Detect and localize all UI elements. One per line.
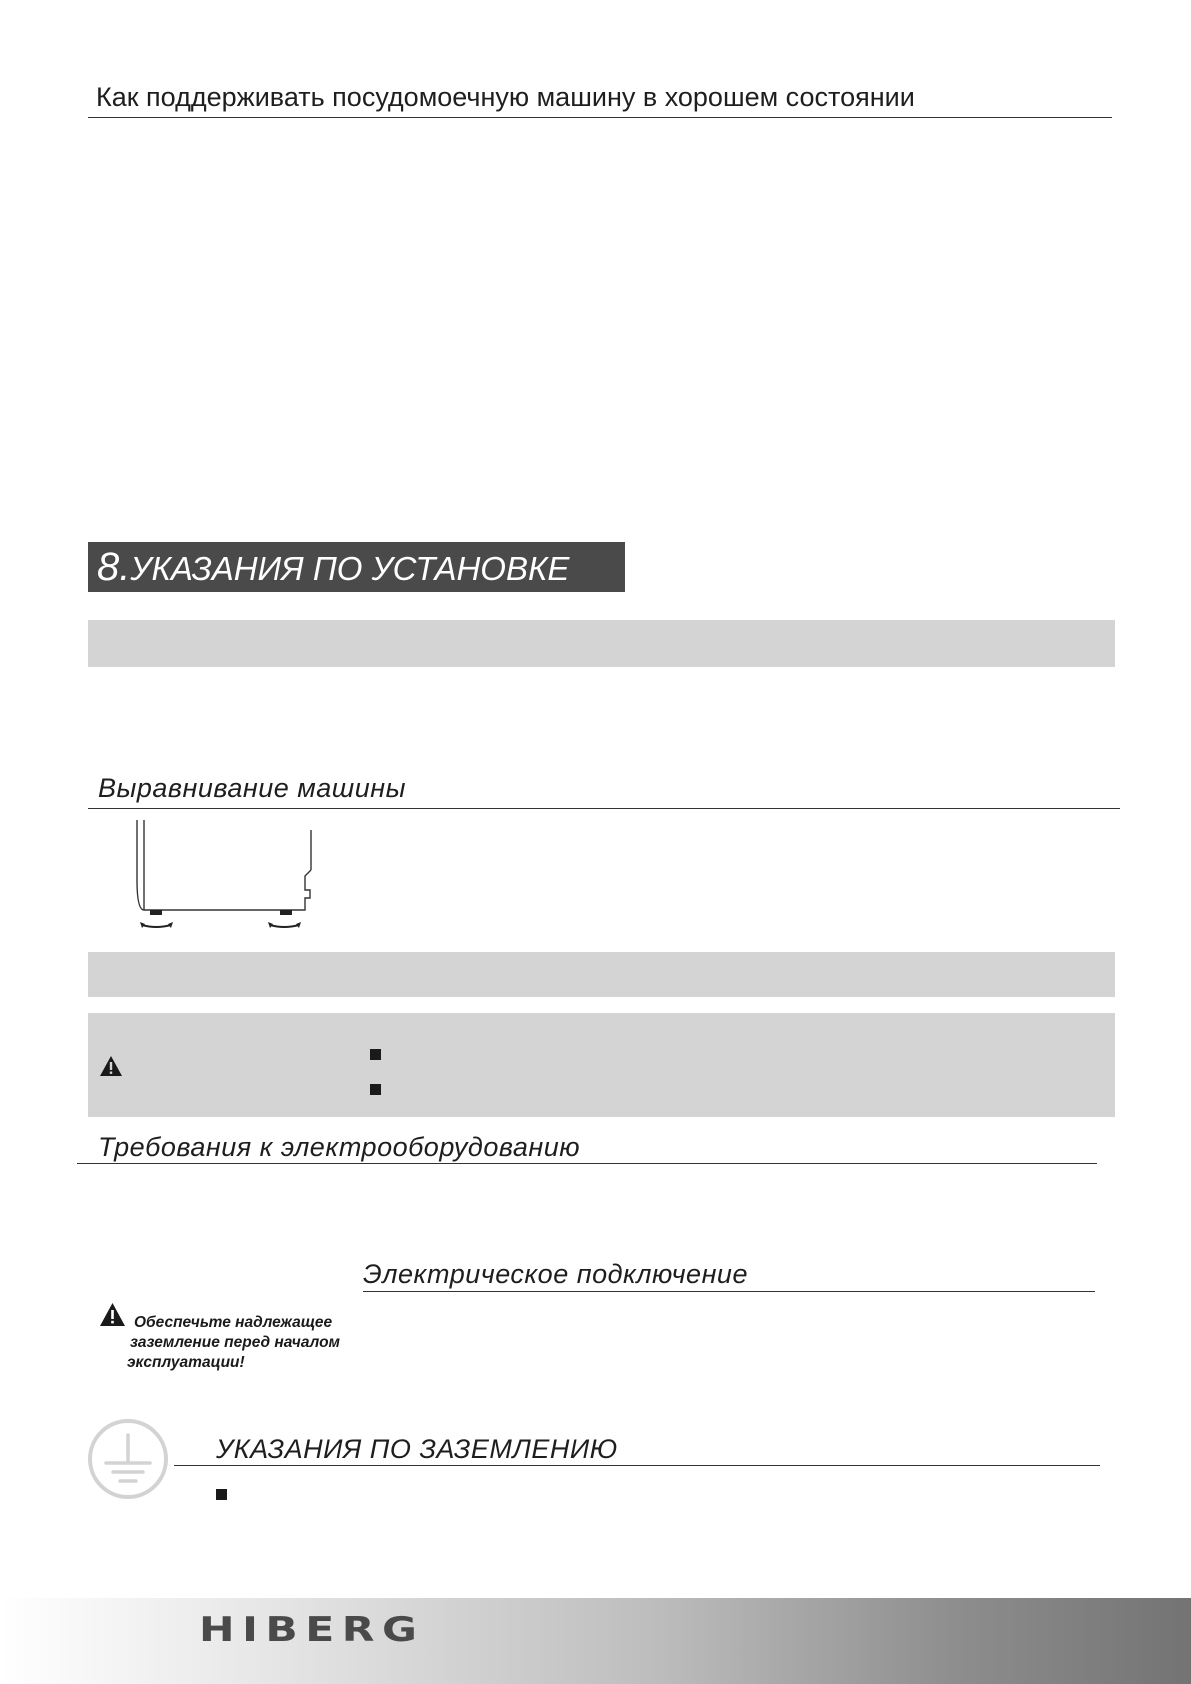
- installation-notice-band: [88, 620, 1115, 667]
- caution-bullet-1: [370, 1049, 381, 1060]
- warning-line-3: эксплуатации!: [127, 1354, 245, 1371]
- section-number: 8.: [97, 545, 131, 589]
- warning-triangle-icon: [99, 1055, 123, 1077]
- electrical-connection-heading: Электрическое подключение: [363, 1259, 748, 1289]
- grounding-heading: УКАЗАНИЯ ПО ЗАЗЕМЛЕНИЮ: [216, 1434, 618, 1464]
- adjustable-feet-diagram: [128, 818, 328, 936]
- section-title: УКАЗАНИЯ ПО УСТАНОВКЕ: [130, 550, 570, 587]
- warning-line-1: Обеспечьте надлежащее: [134, 1314, 333, 1331]
- grounding-warning-note: [127, 1313, 367, 1373]
- ground-symbol-icon: [86, 1417, 170, 1501]
- section-8-banner: [88, 542, 625, 592]
- grounding-bullet: [216, 1489, 227, 1500]
- brand-logo: HIBERG: [199, 1610, 425, 1650]
- warning-triangle-icon: [99, 1302, 126, 1327]
- electrical-requirements-rule: [77, 1163, 1097, 1164]
- maintenance-rule: [88, 117, 1112, 118]
- leveling-heading: Выравнивание машины: [98, 773, 406, 803]
- maintenance-heading: Как поддерживать посудомоечную машину в хорошем состоянии: [96, 82, 915, 112]
- electrical-requirements-heading: Требования к электрооборудованию: [98, 1132, 581, 1162]
- warning-line-2: заземление перед началом: [130, 1334, 340, 1351]
- leveling-notice-band: [88, 952, 1115, 997]
- leveling-rule: [88, 808, 1120, 809]
- electrical-connection-rule: [363, 1291, 1095, 1292]
- grounding-rule: [174, 1465, 1100, 1466]
- footer-gradient-bar: [0, 1598, 1191, 1684]
- caution-bullet-2: [370, 1084, 381, 1095]
- caution-band: [88, 1013, 1115, 1117]
